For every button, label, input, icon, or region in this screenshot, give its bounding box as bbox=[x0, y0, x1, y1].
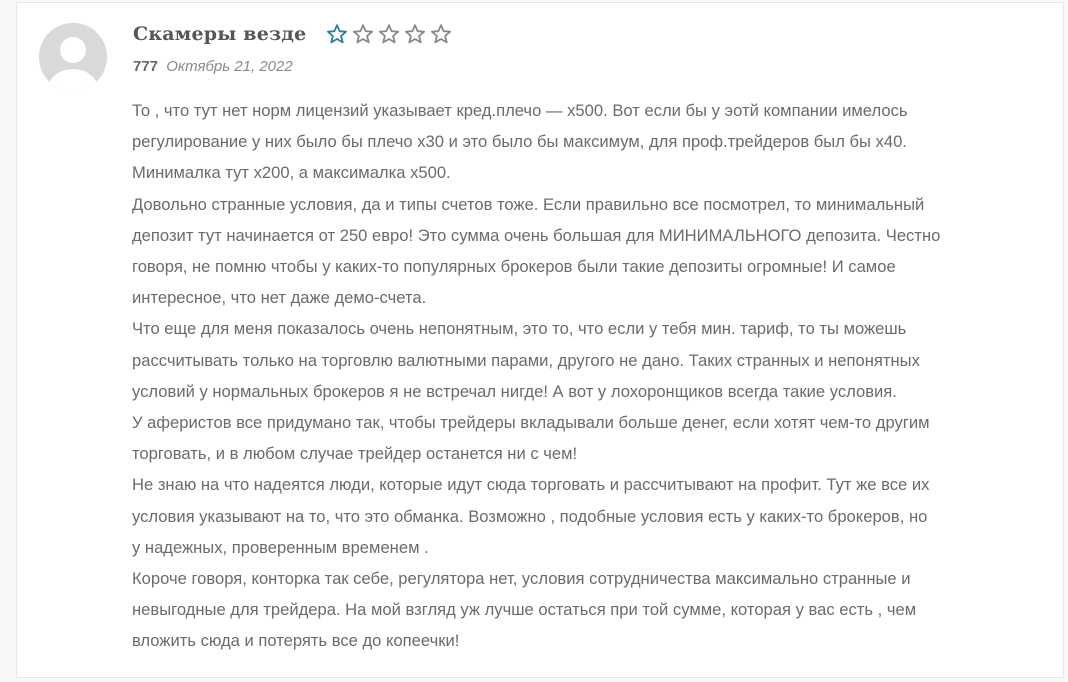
review-author[interactable]: 777 bbox=[133, 58, 159, 75]
star-filled-icon bbox=[326, 23, 348, 45]
review-text-line: То , что тут нет норм лицензий указывает кред.плечо — х500. Вот если бы у эотй компании имелось bbox=[132, 101, 908, 120]
review-text-line: регулирование у них было бы плечо х30 и это было бы максимум, для проф.трейдеров был бы х40. bbox=[132, 132, 907, 152]
review-text-line: депозит тут начинается от 250 евро! Это сумма очень большая для МИНИМАЛЬНОГО депозита. Честно bbox=[132, 225, 941, 245]
review-text-line: рассчитывать только на торговлю валютными парами, другого не дано. Таких странных и непонятных bbox=[132, 350, 920, 370]
review-text-line: Что еще для меня показалось очень непонятным, это то, что если у тебя мин. тариф, то ты можешь bbox=[132, 319, 907, 339]
star-empty-icon bbox=[430, 23, 452, 45]
review-date: Октябрь 21, 2022 bbox=[166, 58, 293, 75]
review-text-line: невыгодные для трейдера. На мой взгляд уж лучше остаться при той сумме, которая у вас есть , чем bbox=[132, 600, 917, 620]
review-text bbox=[132, 95, 1022, 657]
review-text-line: говоря, не помню чтобы у каких-то популярных брокеров были такие депозиты огромные! И самое bbox=[132, 257, 896, 277]
review-title: Скамеры везде bbox=[133, 23, 307, 45]
review-header bbox=[133, 23, 456, 45]
review-card bbox=[16, 2, 1064, 678]
star-rating bbox=[326, 23, 456, 45]
review-text-line: условий у нормальных брокеров я не встречал нигде! А вот у лохоронщиков всегда такие условия. bbox=[132, 381, 897, 401]
star-empty-icon bbox=[378, 23, 400, 45]
review-text-line: У аферистов все придумано так, чтобы трейдеры вкладывали больше денег, если хотят чем-то другим bbox=[132, 413, 930, 433]
review-meta bbox=[133, 58, 293, 75]
review-text-line: Минималка тут х200, а максималка х500. bbox=[132, 163, 451, 183]
review-text-line: Не знаю на что надеятся люди, которые идут сюда торговать и рассчитывают на профит. Тут же все их bbox=[132, 475, 930, 495]
review-text-line: вложить сюда и потерять все до копеечки! bbox=[132, 631, 460, 651]
user-avatar-placeholder-icon bbox=[39, 23, 107, 91]
review-text-line: Короче говоря, конторка так себе, регулятора нет, условия сотрудничества максимально странные и bbox=[132, 569, 911, 589]
star-empty-icon bbox=[404, 23, 426, 45]
review-text-line: торговать, и в любом случае трейдер останется ни с чем! bbox=[132, 444, 578, 464]
star-empty-icon bbox=[352, 23, 374, 45]
review-text-line: условия указывают на то, что это обманка. Возможно , подобные условия есть у каких-то брокеров, но bbox=[132, 506, 928, 526]
review-text-line: интересное, что нет даже демо-счета. bbox=[132, 288, 427, 308]
review-text-line: у надежных, проверенным временем . bbox=[132, 537, 429, 557]
review-text-line: Довольно странные условия, да и типы счетов тоже. Если правильно все посмотрел, то минимальный bbox=[132, 194, 925, 214]
